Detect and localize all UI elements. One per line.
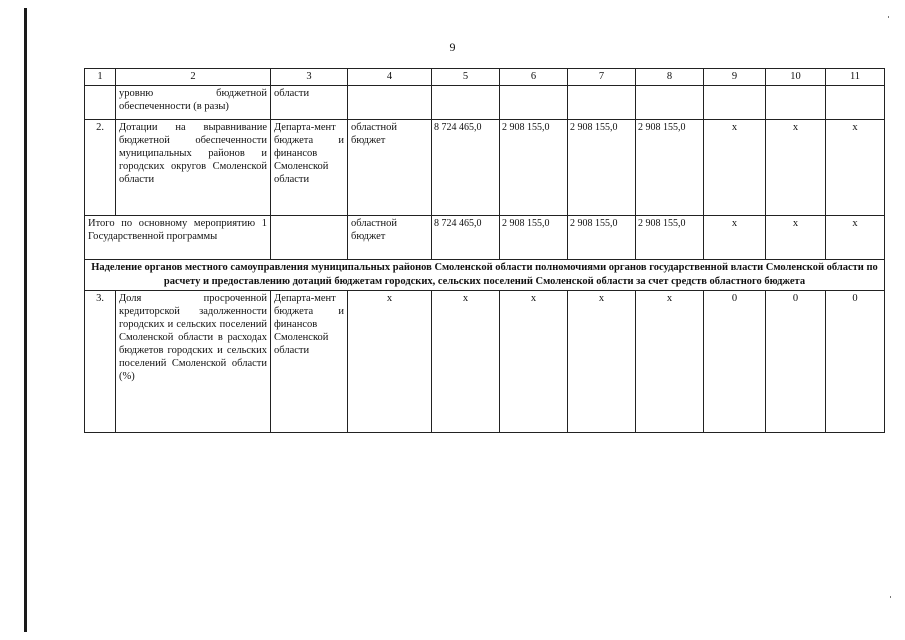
column-header: 10 [766, 69, 826, 86]
column-header: 1 [85, 69, 116, 86]
section-header-row [85, 260, 885, 291]
column-header: 2 [116, 69, 271, 86]
row-number-cell [85, 86, 116, 120]
value-cell: х [826, 120, 885, 216]
empty-cell [704, 86, 766, 120]
executor-cell: Департа-мент бюджета и финансов Смоленской области [271, 291, 348, 433]
value-cell: 0 [766, 291, 826, 433]
column-header: 3 [271, 69, 348, 86]
year2-amount-cell: 2 908 155,0 [568, 120, 636, 216]
row-number-cell: 2. [85, 120, 116, 216]
value-cell: х [826, 216, 885, 260]
funding-source-cell: областной бюджет [348, 120, 432, 216]
empty-cell [432, 86, 500, 120]
column-header: 11 [826, 69, 885, 86]
total-amount-cell: 8 724 465,0 [432, 216, 500, 260]
scan-speck [890, 596, 891, 598]
value-cell: х [704, 120, 766, 216]
value-cell: х [500, 291, 568, 433]
scan-edge-bar [24, 8, 27, 632]
empty-cell [348, 86, 432, 120]
value-cell: х [636, 291, 704, 433]
indicator-name-cell: Доля просроченной кредиторской задолженности городских и сельских поселений Смоленской области в расходах бюджетов городских и сельских поселений Смоленской области (%) [116, 291, 271, 433]
column-header: 6 [500, 69, 568, 86]
total-amount-cell: 8 724 465,0 [432, 120, 500, 216]
row-number-cell: 3. [85, 291, 116, 433]
year3-amount-cell: 2 908 155,0 [636, 216, 704, 260]
funding-source-cell: областной бюджет [348, 216, 432, 260]
value-cell: 0 [826, 291, 885, 433]
year3-amount-cell: 2 908 155,0 [636, 120, 704, 216]
program-table [84, 68, 885, 433]
table-row-total [85, 216, 885, 260]
column-header: 8 [636, 69, 704, 86]
value-cell: х [432, 291, 500, 433]
year1-amount-cell: 2 908 155,0 [500, 120, 568, 216]
empty-cell [500, 86, 568, 120]
value-cell: х [766, 216, 826, 260]
table-row [85, 291, 885, 433]
table-header-row [85, 69, 885, 86]
column-header: 4 [348, 69, 432, 86]
scan-speck [888, 16, 889, 18]
year1-amount-cell: 2 908 155,0 [500, 216, 568, 260]
value-cell: х [568, 291, 636, 433]
table-row-continuation [85, 86, 885, 120]
indicator-name-cell: Дотации на выравнивание бюджетной обеспеченности муниципальных районов и городских округов Смоленской области [116, 120, 271, 216]
year2-amount-cell: 2 908 155,0 [568, 216, 636, 260]
empty-cell [636, 86, 704, 120]
table-row [85, 120, 885, 216]
value-cell: 0 [704, 291, 766, 433]
empty-cell [271, 216, 348, 260]
executor-cell: области [271, 86, 348, 120]
section-title: Наделение органов местного самоуправления муниципальных районов Смоленской области полномочиями органов государственной власти Смоленской области по расчету и предоставлению дотаций бюджетам городских, сельских поселений Смоленской области за счет средств областного бюджета [85, 260, 885, 291]
column-header: 5 [432, 69, 500, 86]
value-cell: х [348, 291, 432, 433]
executor-cell: Департа-мент бюджета и финансов Смоленской области [271, 120, 348, 216]
value-cell: х [704, 216, 766, 260]
page-number: 9 [449, 40, 456, 54]
empty-cell [766, 86, 826, 120]
column-header: 9 [704, 69, 766, 86]
indicator-name-cell: уровню бюджетной обеспеченности (в разы) [116, 86, 271, 120]
value-cell: х [766, 120, 826, 216]
total-label-cell: Итого по основному мероприятию 1 Государственной программы [85, 216, 271, 260]
empty-cell [568, 86, 636, 120]
empty-cell [826, 86, 885, 120]
column-header: 7 [568, 69, 636, 86]
